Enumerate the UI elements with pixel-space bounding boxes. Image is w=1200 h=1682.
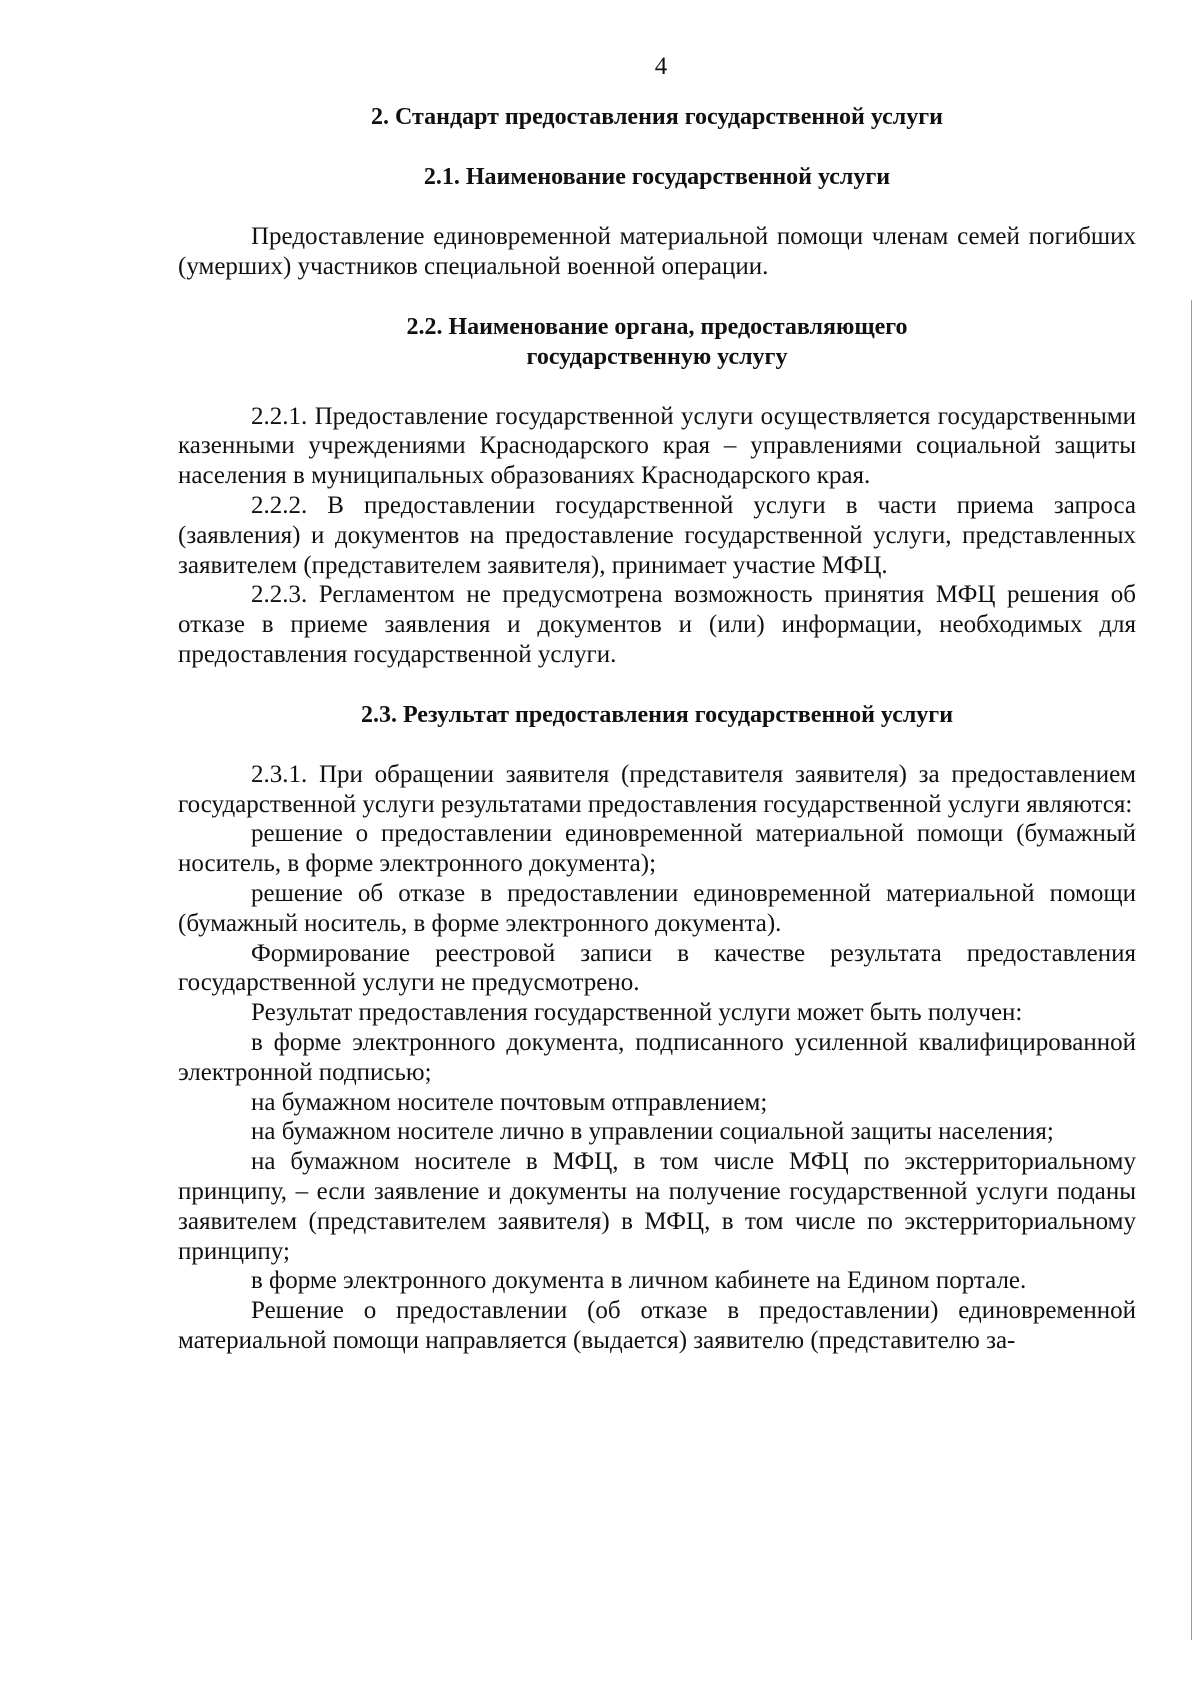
paragraph-2-1-text: Предоставление единовременной материальной помощи членам семей погибших (умерших) участников специальной военной операции. bbox=[178, 223, 1136, 280]
paragraph-decision-delivery: Решение о предоставлении (об отказе в предоставлении) единовременной материальной помощи направляется (выдается) заявителю (представителю за- bbox=[178, 1297, 1136, 1354]
page-number: 4 bbox=[654, 53, 668, 80]
paragraph-way-in-person: на бумажном носителе лично в управлении социальной защиты населения; bbox=[251, 1118, 1054, 1146]
paragraph-way-post: на бумажном носителе почтовым отправлением; bbox=[251, 1088, 768, 1116]
paragraph-way-electronic-signed: в форме электронного документа, подписанного усиленной квалифицированной электронной подписью; bbox=[178, 1028, 1136, 1086]
paragraph-way-mfc: на бумажном носителе в МФЦ, в том числе МФЦ по экстерриториальному принципу, – если заявление и документы на получение государственной услуги поданы заявителем (представителем заявителя) в МФЦ, в том числе по экстерриториальному принципу; bbox=[178, 1148, 1136, 1265]
subsection-title-2-2 bbox=[178, 312, 1136, 372]
paragraph-2-2-1: 2.2.1. Предоставление государственной услуги осуществляется государственными казенными учреждениями Краснодарского края – управлениями социальной защиты населения в муниципальных образованиях Краснодарского края. bbox=[178, 402, 1136, 490]
document-page bbox=[178, 52, 1136, 1356]
paragraph-result-ways-intro: Результат предоставления государственной услуги может быть получен: bbox=[251, 999, 1023, 1027]
subsection-title-2-1: 2.1. Наименование государственной услуги bbox=[423, 164, 891, 190]
paragraph-way-portal: в форме электронного документа в личном кабинете на Едином портале. bbox=[251, 1267, 1027, 1295]
scan-edge-line bbox=[1191, 300, 1192, 1640]
section-title: 2. Стандарт предоставления государственной услуги bbox=[371, 104, 943, 130]
paragraph-2-2-3: 2.2.3. Регламентом не предусмотрена возможность принятия МФЦ решения об отказе в приеме заявления и документов и (или) информации, необходимых для предоставления государственной услуги. bbox=[178, 581, 1136, 668]
subsection-title-2-2-line1: 2.2. Наименование органа, предоставляющего bbox=[406, 313, 908, 340]
paragraph-result-refusal: решение об отказе в предоставлении единовременной материальной помощи (бумажный носитель, в форме электронного документа). bbox=[178, 879, 1136, 937]
paragraph-2-2-2: 2.2.2. В предоставлении государственной услуги в части приема запроса (заявления) и документов на предоставление государственной услуги, представленных заявителем (представителем заявителя), принимает участие МФЦ. bbox=[178, 491, 1136, 579]
paragraph-result-grant: решение о предоставлении единовременной материальной помощи (бумажный носитель, в форме электронного документа); bbox=[178, 820, 1136, 878]
subsection-title-2-3: 2.3. Результат предоставления государственной услуги bbox=[360, 701, 954, 728]
paragraph-2-3-1: 2.3.1. При обращении заявителя (представителя заявителя) за предоставлением государственной услуги результатами предоставления государственной услуги являются: bbox=[178, 760, 1136, 818]
subsection-title-2-2-line2: государственную услугу bbox=[526, 343, 788, 370]
paragraph-registry-record: Формирование реестровой записи в качестве результата предоставления государственной услуги не предусмотрено. bbox=[178, 939, 1136, 997]
